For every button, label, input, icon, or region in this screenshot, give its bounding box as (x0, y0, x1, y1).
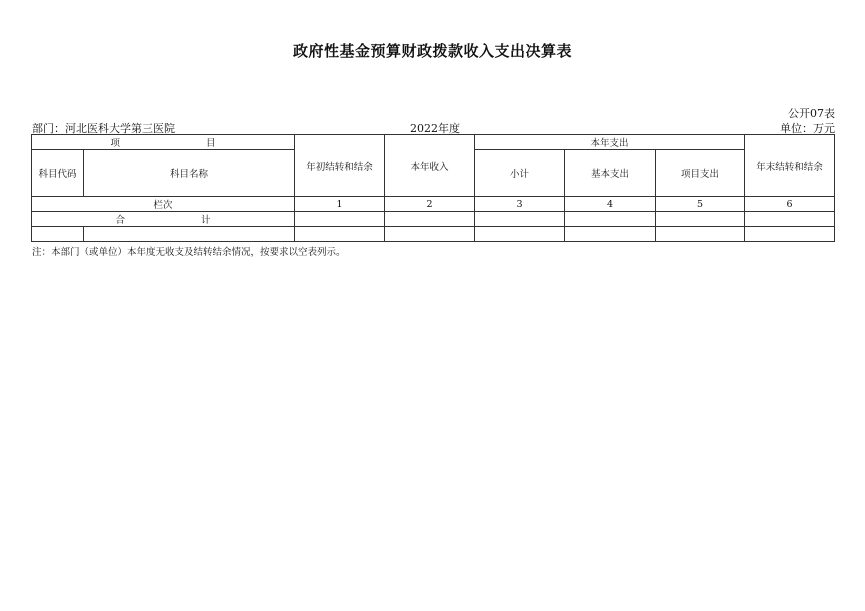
column-number: 6 (745, 197, 835, 212)
table-cell (565, 227, 656, 242)
column-number: 2 (385, 197, 475, 212)
unit-label: 单位：万元 (780, 122, 835, 135)
table-cell (295, 212, 385, 227)
expenditure-group-header: 本年支出 (475, 135, 745, 150)
table-cell (385, 227, 475, 242)
table-cell (745, 212, 835, 227)
page-title: 政府性基金预算财政拨款收入支出决算表 (292, 42, 572, 60)
project-expenditure-header: 项目支出 (656, 150, 745, 197)
item-header (32, 135, 295, 150)
item-header-left: 项 (110, 138, 120, 149)
table-cell (745, 227, 835, 242)
income-header: 本年收入 (385, 135, 475, 197)
basic-expenditure-header: 基本支出 (565, 150, 656, 197)
column-number: 4 (565, 197, 656, 212)
column-index-label: 栏次 (32, 197, 295, 212)
total-label-left: 合 (115, 215, 125, 226)
table-cell (32, 227, 84, 242)
header-row-1 (32, 135, 835, 150)
closing-balance-header: 年末结转和结余 (745, 135, 835, 197)
table-cell (656, 212, 745, 227)
total-row (32, 212, 835, 227)
table-cell (565, 212, 656, 227)
table-cell (385, 212, 475, 227)
table-row (32, 227, 835, 242)
subtotal-header: 小计 (475, 150, 565, 197)
total-label (32, 212, 295, 227)
column-number: 1 (295, 197, 385, 212)
form-number: 公开07表 (788, 107, 835, 120)
budget-table (31, 134, 835, 242)
table-cell (84, 227, 295, 242)
column-index-row (32, 197, 835, 212)
opening-balance-header: 年初结转和结余 (295, 135, 385, 197)
column-number: 3 (475, 197, 565, 212)
table-cell (656, 227, 745, 242)
footnote: 注：本部门（或单位）本年度无收支及结转结余情况，按要求以空表列示。 (32, 247, 346, 258)
column-number: 5 (656, 197, 745, 212)
total-label-right: 计 (201, 215, 211, 226)
table-cell (295, 227, 385, 242)
subject-name-header: 科目名称 (84, 150, 295, 197)
department-label: 部门：河北医科大学第三医院 (32, 122, 175, 135)
fiscal-year: 2022年度 (410, 122, 460, 135)
table-cell (475, 227, 565, 242)
subject-code-header: 科目代码 (32, 150, 84, 197)
table-cell (475, 212, 565, 227)
item-header-right: 目 (206, 138, 216, 149)
